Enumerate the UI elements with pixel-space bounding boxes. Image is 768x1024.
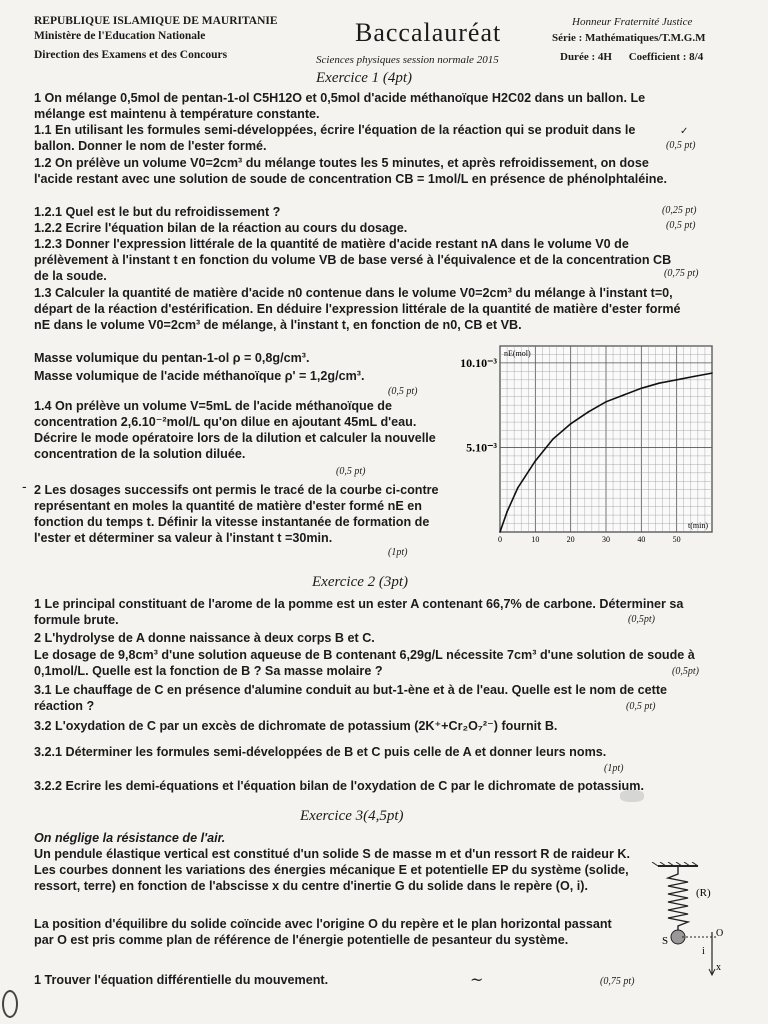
ex2-q2-dosage: Le dosage de 9,8cm³ d'une solution aqueuse de B contenant 6,29g/L nécessite 7cm³ d'une solution de soude à 0,1mol/L. Quelle est la fonction de B ? Sa masse molaire ? [34, 648, 695, 678]
y-axis-label: nE(mol) [504, 349, 531, 358]
ex1-q2: 2 Les dosages successifs ont permis le tracé de la courbe ci-contre représentant en moles la quantité de matière d'ester formé nE en fonction du temps t. Définir la vitesse instantanée de formation de l'ester et déterminer sa valeur à l'instant t =30min. [34, 483, 439, 545]
header-ministry: Ministère de l'Education Nationale [34, 30, 206, 42]
ex2-q1-points: (0,5pt) [628, 614, 655, 625]
ex1-q2-points: (1pt) [388, 547, 408, 558]
ex2-q1: 1 Le principal constituant de l'arome de la pomme est un ester A contenant 66,7% de carbone. Déterminer sa formule brute. [34, 597, 684, 627]
header-serie: Série : Mathématiques/T.M.G.M [552, 32, 706, 44]
ex1-q1-2-1-points: (0,25 pt) [662, 205, 697, 216]
spring-pendulum-figure [640, 862, 730, 982]
ex1-q1-2-1: 1.2.1 Quel est le but du refroidissement ? [34, 205, 281, 219]
data-point [694, 376, 696, 378]
ex2-q3-1-points: (0,5 pt) [626, 701, 656, 712]
ex1-q1-4-points: (0,5 pt) [336, 466, 366, 477]
ex1-q1-2: 1.2 On prélève un volume V0=2cm³ du mélange toutes les 5 minutes, et après refroidissement, on dose l'acide restant avec une solution de soude de concentration CB = 1mol/L en présence de phénolphtaléine. [34, 156, 667, 186]
header-motto: Honneur Fraternité Justice [572, 16, 693, 28]
exam-meta [560, 51, 703, 63]
header-right [552, 14, 705, 46]
header-left [34, 14, 278, 63]
ex3-reference: La position d'équilibre du solide coïncide avec l'origine O du repère et le plan horizontal passant par O est pris comme plan de référence de l'énergie potentielle de pesanteur du système. [34, 917, 612, 947]
data-point [506, 511, 508, 513]
data-point [535, 460, 537, 462]
ex2-q3-1: 3.1 Le chauffage de C en présence d'alumine conduit au but-1-ène et à de l'eau. Quelle est le nom de cette réaction ? [34, 683, 668, 713]
ex2-q2-points: (0,5pt) [672, 666, 699, 677]
header-direction: Direction des Examens et des Concours [34, 49, 228, 61]
scribble-mark: ✓ [680, 126, 689, 137]
y-tick-label: 10.10⁻³ [460, 355, 497, 370]
x-label: x [716, 962, 721, 973]
ester-formation-chart [456, 340, 722, 555]
ex1-q1-2-2-points: (0,5 pt) [666, 220, 696, 231]
ex1-q1-1: 1.1 En utilisant les formules semi-développées, écrire l'équation de la réaction qui se produit dans le ballon. Donner le nom de l'ester formé. [34, 123, 636, 153]
unit-vector-label: i [702, 946, 705, 957]
data-point [499, 531, 501, 533]
ex2-q3-2-2: 3.2.2 Ecrire les demi-équations et l'équation bilan de l'oxydation de C par le dichromate de potassium. [34, 779, 644, 793]
ex3-intro: On néglige la résistance de l'air. [34, 831, 226, 845]
ex3-q1-points: (0,75 pt) [600, 976, 635, 987]
data-point [588, 411, 590, 413]
ex2-q3-2: 3.2 L'oxydation de C par un excès de dichromate de potassium (2K⁺+Cr₂O₇²⁻) fournit B. [34, 719, 558, 733]
ex1-q1-2-3: 1.2.3 Donner l'expression littérale de la quantité de matière d'acide restant nA dans le volume V0 de prélèvement à l'instant t en fonction du volume VB de base versé à l'équivalence et de la concentration CB de la soude. [34, 237, 672, 283]
scribble-mark-left: ‑ [22, 478, 27, 494]
ex1-q1-4: 1.4 On prélève un volume V=5mL de l'acide méthanoïque de concentration 2,6.10⁻²mol/L qu'on dilue en ajoutant 45mL d'eau. Décrire le mode opératoire lors de la dilution et calculer la nouvelle concentration de la solution diluée. [34, 399, 436, 461]
smudge-mark [620, 790, 644, 802]
x-axis-label: t(min) [688, 521, 708, 530]
solid-label: S [662, 935, 669, 947]
data-point [517, 487, 519, 489]
x-tick-label: 20 [566, 535, 575, 544]
data-point [623, 394, 625, 396]
ex1-q1-3: 1.3 Calculer la quantité de matière d'acide n0 contenue dans le volume V0=2cm³ du mélange à l'instant t=0, départ de la réaction d'estérification. En déduire l'expression littérale de la quantité de matière d'ester formé nE dans le volume V0=2cm³ de mélange, à l'instant t, en fonction de n0, CB et VB. [34, 286, 681, 332]
spring-icon [668, 866, 688, 932]
ex2-q2: 2 L'hydrolyse de A donne naissance à deux corps B et C. [34, 631, 375, 645]
x-tick-label: 30 [602, 535, 610, 544]
spring-label: (R) [696, 887, 711, 899]
ex2-q3-2-1-points: (1pt) [604, 763, 624, 774]
exercise-2-title: Exercice 2 (3pt) [312, 574, 409, 590]
handwritten-note: ~ [470, 970, 484, 989]
ex3-description: Un pendule élastique vertical est constitué d'un solide S de masse m et d'un ressort R de raideur K. Les courbes donnent les variations des énergies mécanique E et potentielle EP du système (solide, ressort, terre) en fonction de l'abscisse x du centre d'inertie G du solide dans le repère (O, i). [34, 847, 630, 893]
binding-ring [2, 990, 18, 1018]
data-point [676, 379, 678, 381]
data-point [552, 438, 554, 440]
data-point [711, 372, 713, 374]
y-tick-label: 5.10⁻³ [466, 440, 497, 455]
ex1-q1-3-points: (0,5 pt) [388, 386, 418, 397]
x-tick-label: 10 [531, 535, 540, 544]
ex1-density-2: Masse volumique de l'acide méthanoïque ρ' = 1,2g/cm³. [34, 369, 365, 383]
data-point [570, 423, 572, 425]
ex2-q3-2-1: 3.2.1 Déterminer les formules semi-développées de B et C puis celle de A et donner leurs noms. [34, 745, 607, 759]
ex1-q1-2-2: 1.2.2 Ecrire l'équation bilan de la réaction au cours du dosage. [34, 221, 408, 235]
exercise-3-title: Exercice 3(4,5pt) [300, 808, 404, 824]
exam-subtitle: Sciences physiques session normale 2015 [316, 54, 499, 66]
ex1-intro: 1 On mélange 0,5mol de pentan-1-ol C5H12O et 0,5mol d'acide méthanoïque H2C02 dans un ballon. Le mélange est maintenu à température constante. [34, 91, 646, 121]
ex1-q1-1-points: (0,5 pt) [666, 140, 696, 151]
ex3-q1: 1 Trouver l'équation différentielle du mouvement. [34, 973, 329, 987]
data-point [658, 382, 660, 384]
x-tick-label: 50 [672, 535, 681, 544]
ex1-q1-2-3-points: (0,75 pt) [664, 268, 699, 279]
exam-duration: Durée : 4H [560, 51, 612, 63]
ex1-density-1: Masse volumique du pentan-1-ol ρ = 0,8g/cm³. [34, 351, 310, 365]
header-center [300, 18, 540, 48]
x-tick-label: 0 [498, 535, 502, 544]
exam-title: Baccalauréat [355, 18, 502, 47]
origin-label: O [716, 928, 724, 939]
header-republic: REPUBLIQUE ISLAMIQUE DE MAURITANIE [34, 15, 278, 27]
exercise-1-title: Exercice 1 (4pt) [316, 70, 413, 86]
data-point [605, 401, 607, 403]
data-point [641, 387, 643, 389]
exam-coefficient: Coefficient : 8/4 [628, 51, 704, 63]
x-tick-label: 40 [637, 535, 646, 544]
